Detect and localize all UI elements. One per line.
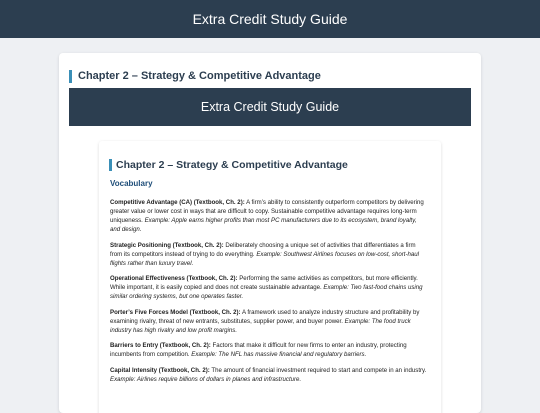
vocab-example: Example: The NFL has massive financial and regulatory barriers. (191, 351, 367, 358)
vocab-term: Capital Intensity (Textbook, Ch. 2): (110, 366, 210, 374)
page-header (0, 0, 540, 38)
vocab-term: Porter’s Five Forces Model (Textbook, Ch. 2): (110, 308, 241, 316)
vocab-example: Example: Two fast-food chains using similar ordering systems, but one operates faster. (110, 284, 423, 300)
page-title: Extra Credit Study Guide (192, 11, 348, 27)
vocab-example: Example: The food truck industry has high rivalry and low profit margins. (110, 317, 411, 334)
vocab-definition: A framework used to analyze industry structure and profitability by examining rivalry, threat of new entrants, substitutes, supplier power, and buyer power. (110, 308, 420, 325)
vocab-term: Strategic Positioning (Textbook, Ch. 2): (110, 241, 224, 249)
chapter-title: Chapter 2 – Strategy & Competitive Advantage (109, 159, 348, 171)
vocab-example: Example: Apple earns higher profits than most PC manufacturers due to its ecosystem, brand loyalty, and design. (110, 217, 417, 233)
vocab-entry (110, 274, 428, 301)
section-heading: Vocabulary (110, 179, 153, 188)
vocab-example: Example: Southwest Airlines focuses on low-cost, short-haul flights rather than luxury travel. (110, 250, 420, 267)
vocab-definition: A firm’s ability to consistently outperform competitors by delivering greater value or lower cost in ways that are difficult to copy. Sustainable competitive advantage requires long-term uniqueness. (110, 199, 424, 224)
vocabulary-list (110, 198, 428, 390)
vocab-definition: Deliberately choosing a unique set of activities that differentiates a firm from its competitors instead of trying to do everything. (110, 241, 416, 258)
vocab-entry (110, 366, 428, 384)
card-title: Chapter 2 – Strategy & Competitive Advantage (69, 70, 321, 83)
vocab-example: Example: Airlines require billions of dollars in planes and infrastructure. (110, 375, 302, 383)
banner-title: Extra Credit Study Guide (200, 100, 340, 114)
vocab-term: Competitive Advantage (CA) (Textbook, Ch. 2): (110, 199, 245, 206)
vocab-term: Barriers to Entry (Textbook, Ch. 2): (110, 342, 211, 349)
vocab-definition: Performing the same activities as competitors, but more efficiently. While important, it is easily copied and does not create sustainable advantage. (110, 275, 418, 291)
document-banner (69, 88, 471, 126)
vocab-term: Operational Effectiveness (Textbook, Ch. 2): (110, 275, 238, 282)
vocab-definition: The amount of financial investment required to start and compete in an industry. (209, 366, 427, 374)
vocab-entry (110, 308, 428, 335)
vocab-entry (110, 198, 428, 234)
document-preview (99, 141, 441, 413)
content-card (59, 53, 481, 413)
vocab-entry (110, 241, 428, 268)
vocab-entry (110, 341, 428, 359)
vocab-definition: Factors that make it difficult for new firms to enter an industry, protecting incumbents from competition. (110, 342, 407, 358)
